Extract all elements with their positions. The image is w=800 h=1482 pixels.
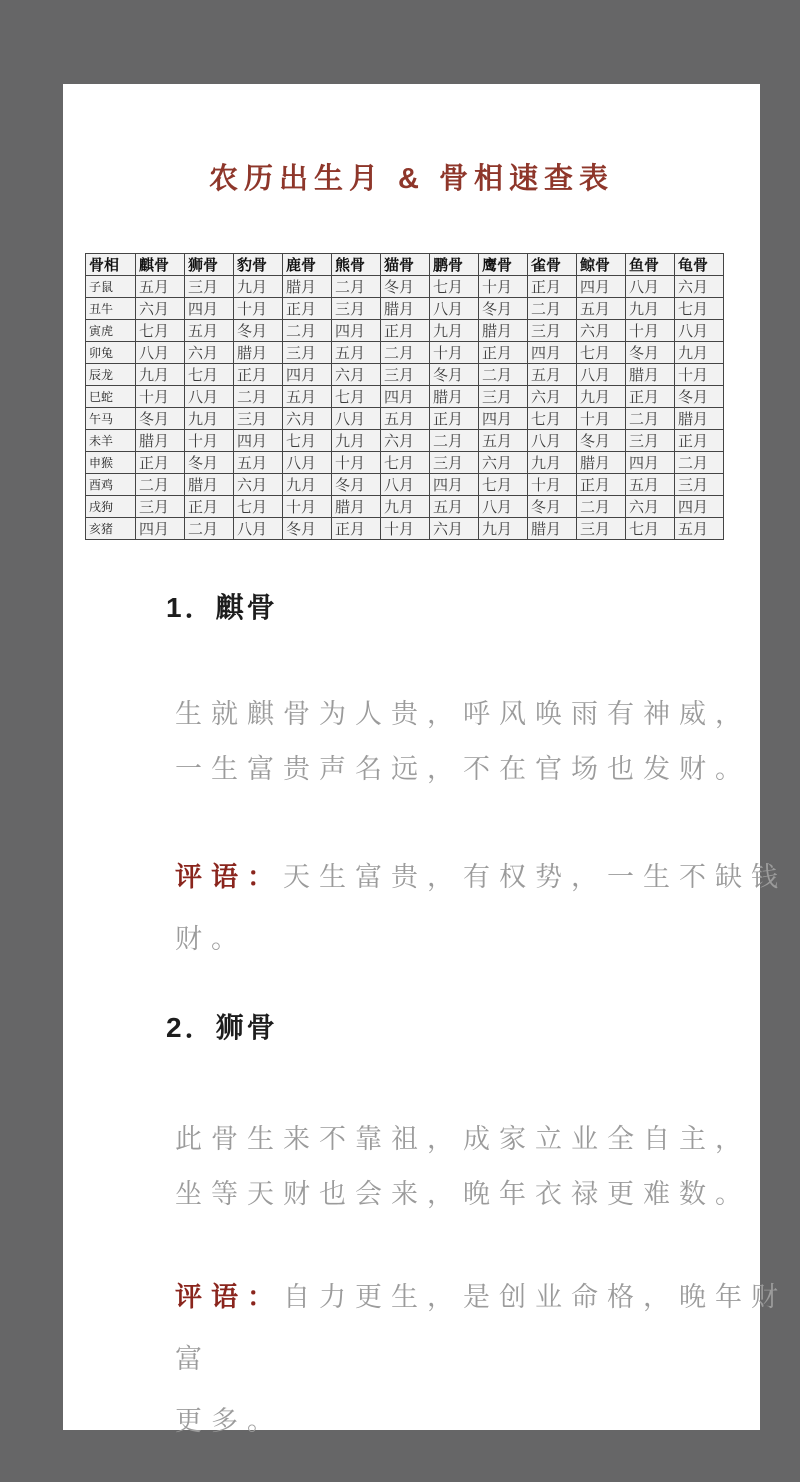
month-cell: 二月 <box>381 342 430 364</box>
month-cell: 四月 <box>479 408 528 430</box>
table-row <box>86 386 724 408</box>
month-cell: 腊月 <box>430 386 479 408</box>
month-cell: 正月 <box>381 320 430 342</box>
month-cell: 五月 <box>675 518 724 540</box>
month-cell: 六月 <box>234 474 283 496</box>
month-cell: 七月 <box>430 276 479 298</box>
table-header-cell: 熊骨 <box>332 254 381 276</box>
zodiac-cell: 申猴 <box>86 452 136 474</box>
month-cell: 十月 <box>136 386 185 408</box>
month-cell: 腊月 <box>479 320 528 342</box>
zodiac-cell: 酉鸡 <box>86 474 136 496</box>
month-cell: 二月 <box>332 276 381 298</box>
month-cell: 九月 <box>332 430 381 452</box>
month-cell: 二月 <box>675 452 724 474</box>
month-cell: 十月 <box>185 430 234 452</box>
month-cell: 七月 <box>185 364 234 386</box>
month-cell: 九月 <box>528 452 577 474</box>
comment-line <box>175 1266 790 1390</box>
bone-month-lookup-table <box>85 253 724 540</box>
page-title: 农历出生月 & 骨相速查表 <box>208 163 615 195</box>
month-cell: 八月 <box>283 452 332 474</box>
month-cell: 四月 <box>283 364 332 386</box>
table-row <box>86 320 724 342</box>
month-cell: 腊月 <box>528 518 577 540</box>
comment-label: 评语： <box>175 1282 283 1312</box>
month-cell: 六月 <box>430 518 479 540</box>
zodiac-cell: 子鼠 <box>86 276 136 298</box>
zodiac-cell: 未羊 <box>86 430 136 452</box>
month-cell: 七月 <box>381 452 430 474</box>
month-cell: 四月 <box>528 342 577 364</box>
month-cell: 六月 <box>136 298 185 320</box>
month-cell: 八月 <box>234 518 283 540</box>
month-cell: 三月 <box>332 298 381 320</box>
month-cell: 二月 <box>626 408 675 430</box>
month-cell: 冬月 <box>430 364 479 386</box>
zodiac-cell: 戌狗 <box>86 496 136 518</box>
month-cell: 三月 <box>185 276 234 298</box>
month-cell: 二月 <box>283 320 332 342</box>
month-cell: 五月 <box>381 408 430 430</box>
table-row <box>86 364 724 386</box>
month-cell: 冬月 <box>479 298 528 320</box>
month-cell: 四月 <box>675 496 724 518</box>
month-cell: 正月 <box>626 386 675 408</box>
month-cell: 十月 <box>479 276 528 298</box>
month-cell: 三月 <box>626 430 675 452</box>
month-cell: 正月 <box>577 474 626 496</box>
month-cell: 五月 <box>136 276 185 298</box>
section-2-comment <box>175 1266 790 1452</box>
month-cell: 六月 <box>577 320 626 342</box>
month-cell: 四月 <box>332 320 381 342</box>
table-row <box>86 276 724 298</box>
month-cell: 五月 <box>332 342 381 364</box>
month-cell: 腊月 <box>577 452 626 474</box>
comment-text: 天生富贵，有权势，一生不缺钱 <box>283 862 787 892</box>
month-cell: 正月 <box>234 364 283 386</box>
table-header-cell: 麒骨 <box>136 254 185 276</box>
month-cell: 四月 <box>136 518 185 540</box>
month-cell: 四月 <box>577 276 626 298</box>
comment-line: 更多。 <box>175 1406 283 1436</box>
table-header-cell: 雀骨 <box>528 254 577 276</box>
month-cell: 九月 <box>626 298 675 320</box>
section-2-poem <box>175 1112 751 1222</box>
month-cell: 九月 <box>136 364 185 386</box>
month-cell: 冬月 <box>381 276 430 298</box>
month-cell: 腊月 <box>185 474 234 496</box>
month-cell: 五月 <box>577 298 626 320</box>
table-row <box>86 496 724 518</box>
table-header-cell: 龟骨 <box>675 254 724 276</box>
month-cell: 冬月 <box>332 474 381 496</box>
zodiac-cell: 丑牛 <box>86 298 136 320</box>
month-cell: 六月 <box>528 386 577 408</box>
month-cell: 冬月 <box>185 452 234 474</box>
month-cell: 七月 <box>479 474 528 496</box>
month-cell: 七月 <box>234 496 283 518</box>
month-cell: 五月 <box>528 364 577 386</box>
table-header-cell: 鱼骨 <box>626 254 675 276</box>
month-cell: 腊月 <box>234 342 283 364</box>
month-cell: 十月 <box>283 496 332 518</box>
month-cell: 冬月 <box>577 430 626 452</box>
table-row <box>86 298 724 320</box>
month-cell: 五月 <box>626 474 675 496</box>
poem-line: 坐等天财也会来，晚年衣禄更难数。 <box>175 1179 751 1209</box>
section-1-heading: 1．麒骨 <box>166 592 278 623</box>
table-row <box>86 518 724 540</box>
month-cell: 九月 <box>430 320 479 342</box>
month-cell: 冬月 <box>234 320 283 342</box>
month-cell: 三月 <box>234 408 283 430</box>
table-header-cell: 鹰骨 <box>479 254 528 276</box>
month-cell: 腊月 <box>283 276 332 298</box>
month-cell: 十月 <box>626 320 675 342</box>
month-cell: 七月 <box>283 430 332 452</box>
zodiac-cell: 午马 <box>86 408 136 430</box>
table-header-cell: 猫骨 <box>381 254 430 276</box>
month-cell: 九月 <box>185 408 234 430</box>
comment-text: 自力更生，是创业命格，晚年财富 <box>175 1282 787 1374</box>
section-1-poem <box>175 687 751 797</box>
month-cell: 九月 <box>283 474 332 496</box>
table-row <box>86 474 724 496</box>
poem-line: 生就麒骨为人贵，呼风唤雨有神威， <box>175 699 751 729</box>
month-cell: 八月 <box>332 408 381 430</box>
table-row <box>86 430 724 452</box>
zodiac-cell: 寅虎 <box>86 320 136 342</box>
month-cell: 二月 <box>479 364 528 386</box>
table-header-cell: 鲸骨 <box>577 254 626 276</box>
month-cell: 七月 <box>626 518 675 540</box>
month-cell: 七月 <box>577 342 626 364</box>
month-cell: 八月 <box>381 474 430 496</box>
content-card <box>63 84 787 1436</box>
poem-line: 一生富贵声名远，不在官场也发财。 <box>175 754 751 784</box>
table-header-row <box>86 254 724 276</box>
month-cell: 三月 <box>136 496 185 518</box>
table-header-cell: 骨相 <box>86 254 136 276</box>
month-cell: 八月 <box>185 386 234 408</box>
month-cell: 七月 <box>136 320 185 342</box>
month-cell: 三月 <box>675 474 724 496</box>
month-cell: 八月 <box>430 298 479 320</box>
month-cell: 正月 <box>479 342 528 364</box>
table-header-cell: 鹏骨 <box>430 254 479 276</box>
month-cell: 八月 <box>675 320 724 342</box>
month-cell: 十月 <box>381 518 430 540</box>
zodiac-cell: 辰龙 <box>86 364 136 386</box>
month-cell: 二月 <box>185 518 234 540</box>
month-cell: 六月 <box>626 496 675 518</box>
month-cell: 五月 <box>234 452 283 474</box>
month-cell: 九月 <box>381 496 430 518</box>
month-cell: 正月 <box>283 298 332 320</box>
month-cell: 五月 <box>479 430 528 452</box>
comment-line <box>175 846 790 908</box>
month-cell: 冬月 <box>136 408 185 430</box>
comment-label: 评语： <box>175 862 283 892</box>
section-2-heading: 2．狮骨 <box>166 1012 278 1043</box>
month-cell: 二月 <box>234 386 283 408</box>
month-cell: 七月 <box>675 298 724 320</box>
table-row <box>86 342 724 364</box>
month-cell: 六月 <box>185 342 234 364</box>
month-cell: 三月 <box>577 518 626 540</box>
month-cell: 正月 <box>675 430 724 452</box>
month-cell: 四月 <box>185 298 234 320</box>
month-cell: 五月 <box>185 320 234 342</box>
month-cell: 腊月 <box>381 298 430 320</box>
month-cell: 腊月 <box>626 364 675 386</box>
table-row <box>86 408 724 430</box>
month-cell: 十月 <box>528 474 577 496</box>
month-cell: 七月 <box>332 386 381 408</box>
month-cell: 三月 <box>430 452 479 474</box>
month-cell: 八月 <box>136 342 185 364</box>
table-row <box>86 452 724 474</box>
month-cell: 二月 <box>430 430 479 452</box>
month-cell: 九月 <box>234 276 283 298</box>
month-cell: 六月 <box>479 452 528 474</box>
lookup-table <box>85 253 724 540</box>
month-cell: 十月 <box>430 342 479 364</box>
month-cell: 四月 <box>234 430 283 452</box>
month-cell: 九月 <box>577 386 626 408</box>
month-cell: 八月 <box>577 364 626 386</box>
month-cell: 正月 <box>528 276 577 298</box>
month-cell: 四月 <box>430 474 479 496</box>
table-header-cell: 豹骨 <box>234 254 283 276</box>
month-cell: 冬月 <box>528 496 577 518</box>
month-cell: 十月 <box>234 298 283 320</box>
month-cell: 二月 <box>577 496 626 518</box>
month-cell: 八月 <box>479 496 528 518</box>
month-cell: 三月 <box>381 364 430 386</box>
month-cell: 五月 <box>430 496 479 518</box>
poem-line: 此骨生来不靠祖，成家立业全自主， <box>175 1124 751 1154</box>
month-cell: 十月 <box>332 452 381 474</box>
month-cell: 二月 <box>528 298 577 320</box>
month-cell: 十月 <box>675 364 724 386</box>
month-cell: 腊月 <box>136 430 185 452</box>
table-header-cell: 狮骨 <box>185 254 234 276</box>
month-cell: 六月 <box>332 364 381 386</box>
month-cell: 九月 <box>675 342 724 364</box>
month-cell: 三月 <box>528 320 577 342</box>
month-cell: 六月 <box>381 430 430 452</box>
month-cell: 七月 <box>528 408 577 430</box>
month-cell: 腊月 <box>332 496 381 518</box>
zodiac-cell: 巳蛇 <box>86 386 136 408</box>
section-1-comment <box>175 846 790 970</box>
month-cell: 五月 <box>283 386 332 408</box>
month-cell: 正月 <box>430 408 479 430</box>
month-cell: 三月 <box>283 342 332 364</box>
zodiac-cell: 亥猪 <box>86 518 136 540</box>
zodiac-cell: 卯兔 <box>86 342 136 364</box>
month-cell: 冬月 <box>675 386 724 408</box>
month-cell: 正月 <box>136 452 185 474</box>
month-cell: 八月 <box>528 430 577 452</box>
month-cell: 九月 <box>479 518 528 540</box>
month-cell: 十月 <box>577 408 626 430</box>
month-cell: 腊月 <box>675 408 724 430</box>
month-cell: 三月 <box>479 386 528 408</box>
month-cell: 冬月 <box>283 518 332 540</box>
month-cell: 六月 <box>283 408 332 430</box>
month-cell: 二月 <box>136 474 185 496</box>
month-cell: 六月 <box>675 276 724 298</box>
comment-line: 财。 <box>175 924 247 954</box>
month-cell: 四月 <box>626 452 675 474</box>
month-cell: 冬月 <box>626 342 675 364</box>
month-cell: 正月 <box>332 518 381 540</box>
table-header-cell: 鹿骨 <box>283 254 332 276</box>
month-cell: 八月 <box>626 276 675 298</box>
month-cell: 正月 <box>185 496 234 518</box>
month-cell: 四月 <box>381 386 430 408</box>
